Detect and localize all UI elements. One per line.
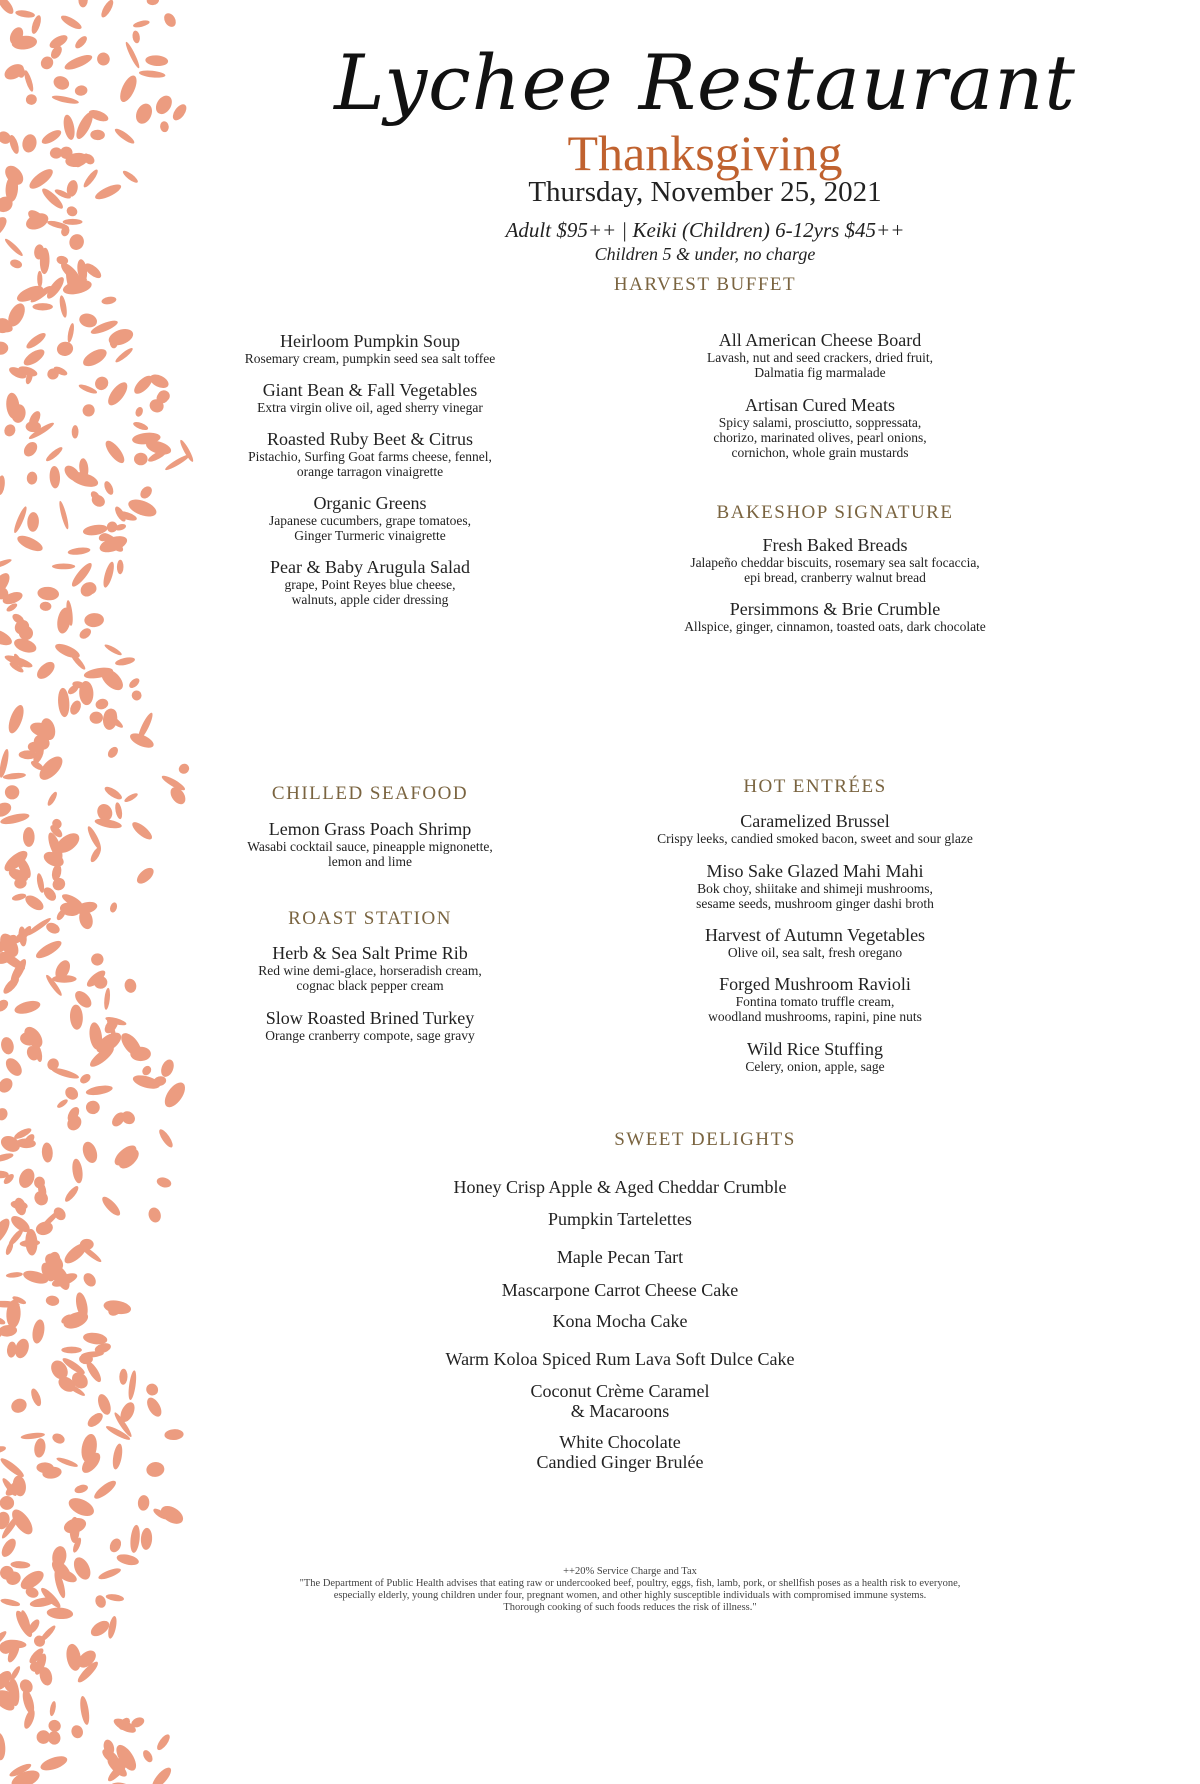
restaurant-title: Lychee Restaurant bbox=[334, 38, 1076, 127]
item-desc: Spicy salami, prosciutto, soppressata, bbox=[718, 415, 922, 430]
petal-icon bbox=[144, 1381, 161, 1398]
item-desc: Bok choy, shiitake and shimeji mushrooms, bbox=[697, 881, 933, 896]
menu-item bbox=[620, 600, 1050, 634]
petal-icon bbox=[146, 0, 160, 6]
item-name: Persimmons & Brie Crumble bbox=[729, 599, 941, 619]
petal-icon bbox=[127, 676, 141, 689]
petal-icon bbox=[81, 1271, 98, 1289]
item-name: Forged Mushroom Ravioli bbox=[719, 974, 911, 994]
dessert-item bbox=[330, 1381, 910, 1421]
petal-icon bbox=[67, 546, 90, 556]
dessert-item: Maple Pecan Tart bbox=[556, 1247, 684, 1267]
petal-icon bbox=[6, 703, 27, 735]
petal-icon bbox=[74, 1483, 89, 1494]
menu-item bbox=[600, 812, 1030, 846]
petal-icon bbox=[86, 825, 104, 851]
petal-icon bbox=[0, 625, 14, 648]
petal-icon bbox=[114, 656, 135, 667]
petal-icon bbox=[80, 1140, 100, 1165]
petal-icon bbox=[0, 1597, 21, 1607]
item-desc: Ginger Turmeric vinaigrette bbox=[294, 528, 446, 543]
petal-icon bbox=[56, 1456, 79, 1469]
petal-icon bbox=[130, 689, 143, 702]
petal-icon bbox=[44, 445, 64, 463]
pricing-note: Children 5 & under, no charge bbox=[594, 244, 816, 264]
item-desc: Fontina tomato truffle cream, bbox=[735, 994, 895, 1009]
section-title-roast-station: ROAST STATION bbox=[288, 908, 452, 929]
petal-icon bbox=[124, 41, 141, 69]
petal-icon bbox=[132, 420, 149, 431]
item-desc: Jalapeño cheddar biscuits, rosemary sea salt focaccia, bbox=[690, 555, 980, 570]
petal-icon bbox=[80, 402, 96, 419]
petal-icon bbox=[74, 85, 88, 97]
petal-icon bbox=[6, 1341, 17, 1358]
dessert-line: Candied Ginger Brulée bbox=[536, 1452, 704, 1472]
petal-icon bbox=[62, 114, 77, 141]
petal-icon bbox=[78, 383, 98, 396]
petal-icon bbox=[141, 1748, 154, 1763]
petal-icon bbox=[33, 303, 53, 310]
menu-item bbox=[200, 820, 540, 869]
petal-icon bbox=[12, 505, 29, 534]
dessert-line: White Chocolate bbox=[559, 1432, 681, 1452]
petal-icon bbox=[21, 346, 47, 368]
health-advisory-line: especially elderly, young children under four, pregnant women, and other highly susceptible individuals with compromised immune systems. bbox=[333, 1590, 927, 1601]
item-name: All American Cheese Board bbox=[718, 330, 922, 350]
petal-icon bbox=[23, 827, 35, 847]
petal-icon bbox=[52, 975, 77, 983]
petal-icon bbox=[93, 1594, 107, 1610]
petal-icon bbox=[49, 1701, 57, 1717]
petal-icon bbox=[63, 1184, 80, 1203]
petal-icon bbox=[65, 205, 79, 219]
petal-icon bbox=[114, 346, 134, 364]
service-charge-note: ++20% Service Charge and Tax bbox=[563, 1566, 697, 1577]
petal-icon bbox=[129, 1524, 141, 1553]
petal-icon bbox=[51, 94, 79, 105]
item-name: Herb & Sea Salt Prime Rib bbox=[272, 943, 468, 963]
petal-icon bbox=[3, 237, 24, 258]
menu-item bbox=[620, 331, 1020, 380]
floral-border-icon bbox=[0, 0, 210, 1784]
petal-icon bbox=[29, 1387, 43, 1407]
petal-icon bbox=[170, 102, 189, 123]
dessert-item: Kona Mocha Cake bbox=[552, 1311, 688, 1331]
petal-icon bbox=[159, 1058, 176, 1079]
petal-icon bbox=[78, 0, 88, 7]
petal-icon bbox=[121, 169, 139, 185]
item-desc: Pistachio, Surfing Goat farms cheese, fennel, bbox=[248, 449, 492, 464]
petal-icon bbox=[164, 1429, 184, 1441]
petal-icon bbox=[24, 330, 48, 350]
petal-icon bbox=[22, 1708, 37, 1730]
petal-icon bbox=[33, 1438, 47, 1459]
petal-icon bbox=[139, 69, 166, 78]
petal-icon bbox=[124, 978, 138, 994]
petal-icon bbox=[58, 295, 68, 318]
petal-icon bbox=[103, 988, 111, 1010]
petal-icon bbox=[0, 1036, 15, 1056]
petal-icon bbox=[0, 1732, 6, 1760]
petal-icon bbox=[130, 819, 155, 842]
petal-icon bbox=[9, 258, 23, 270]
petal-icon bbox=[39, 1753, 69, 1773]
item-desc: Japanese cucumbers, grape tomatoes, bbox=[268, 513, 472, 528]
petal-icon bbox=[0, 1152, 14, 1164]
petal-icon bbox=[144, 1395, 164, 1419]
petal-icon bbox=[37, 586, 60, 601]
petal-icon bbox=[157, 1127, 175, 1149]
item-desc: cognac black pepper cream bbox=[296, 978, 444, 993]
petal-icon bbox=[63, 52, 94, 72]
item-name: Giant Bean & Fall Vegetables bbox=[262, 380, 478, 400]
petal-icon bbox=[90, 952, 105, 967]
petal-icon bbox=[27, 512, 40, 532]
petal-icon bbox=[0, 1456, 26, 1480]
menu-item bbox=[200, 944, 540, 993]
petal-icon bbox=[89, 711, 103, 724]
item-desc: Orange cranberry compote, sage gravy bbox=[265, 1028, 475, 1043]
petal-icon bbox=[47, 1730, 61, 1745]
petal-icon bbox=[32, 1189, 51, 1208]
petal-icon bbox=[67, 232, 85, 252]
petal-icon bbox=[89, 846, 103, 864]
petal-icon bbox=[92, 1478, 119, 1502]
petal-icon bbox=[66, 1494, 97, 1519]
petal-icon bbox=[127, 1370, 138, 1401]
petal-icon bbox=[109, 902, 118, 914]
item-desc: Extra virgin olive oil, aged sherry vinegar bbox=[257, 400, 483, 415]
dessert-item: Mascarpone Carrot Cheese Cake bbox=[501, 1280, 739, 1300]
petal-icon bbox=[64, 1113, 84, 1133]
petal-icon bbox=[10, 1561, 30, 1569]
footer-disclaimer bbox=[200, 1566, 1060, 1614]
petal-icon bbox=[102, 708, 119, 731]
petal-icon bbox=[88, 1618, 112, 1640]
menu-item bbox=[200, 558, 540, 607]
pricing-line: Adult $95++ | Keiki (Children) 6-12yrs $45++ bbox=[505, 218, 905, 242]
petal-icon bbox=[41, 1142, 53, 1163]
item-name: Harvest of Autumn Vegetables bbox=[704, 925, 926, 945]
petal-icon bbox=[80, 346, 109, 370]
petal-icon bbox=[3, 1055, 25, 1079]
dessert-item bbox=[330, 1432, 910, 1472]
petal-icon bbox=[37, 271, 42, 287]
item-name: Caramelized Brussel bbox=[740, 811, 890, 831]
petal-icon bbox=[72, 425, 79, 439]
petal-icon bbox=[140, 1528, 152, 1551]
petal-icon bbox=[164, 453, 191, 472]
dessert-line: Coconut Crème Caramel bbox=[530, 1381, 710, 1401]
petal-icon bbox=[0, 1536, 19, 1559]
petal-icon bbox=[70, 1724, 85, 1740]
item-desc: Rosemary cream, pumpkin seed sea salt toffee bbox=[244, 351, 496, 366]
petal-icon bbox=[66, 323, 75, 343]
petal-icon bbox=[123, 792, 139, 804]
event-date: Thursday, November 25, 2021 bbox=[528, 176, 882, 208]
item-name: Slow Roasted Brined Turkey bbox=[265, 1008, 475, 1028]
petal-icon bbox=[117, 73, 140, 104]
petal-icon bbox=[52, 564, 75, 570]
petal-icon bbox=[90, 129, 105, 140]
petal-icon bbox=[40, 601, 52, 611]
petal-icon bbox=[2, 423, 17, 439]
petal-icon bbox=[21, 133, 39, 154]
petal-icon bbox=[145, 55, 168, 67]
item-desc: Crispy leeks, candied smoked bacon, sweet and sour glaze bbox=[657, 831, 973, 846]
item-desc: Lavash, nut and seed crackers, dried fruit, bbox=[706, 350, 934, 365]
item-desc: woodland mushrooms, rapini, pine nuts bbox=[708, 1009, 922, 1024]
petal-icon bbox=[134, 865, 156, 887]
petal-icon bbox=[11, 892, 27, 902]
petal-icon bbox=[113, 127, 136, 146]
petal-icon bbox=[117, 560, 124, 575]
petal-icon bbox=[133, 101, 155, 126]
petal-icon bbox=[138, 484, 154, 501]
petal-icon bbox=[23, 69, 35, 92]
item-desc: Dalmatia fig marmalade bbox=[754, 365, 886, 380]
item-desc: grape, Point Reyes blue cheese, bbox=[284, 577, 456, 592]
petal-icon bbox=[73, 34, 89, 50]
petal-icon bbox=[51, 74, 71, 92]
item-desc: Red wine demi-glace, horseradish cream, bbox=[258, 963, 482, 978]
item-name: Lemon Grass Poach Shrimp bbox=[268, 819, 472, 839]
petal-icon bbox=[95, 51, 111, 67]
petal-icon bbox=[93, 182, 123, 203]
petal-icon bbox=[99, 0, 115, 19]
petal-icon bbox=[34, 938, 64, 962]
item-name: Roasted Ruby Beet & Citrus bbox=[267, 429, 473, 449]
item-name: Miso Sake Glazed Mahi Mahi bbox=[706, 861, 924, 881]
petal-icon bbox=[96, 1392, 114, 1416]
petal-icon bbox=[5, 785, 19, 799]
dessert-item: Honey Crisp Apple & Aged Cheddar Crumble bbox=[453, 1177, 787, 1197]
petal-icon bbox=[79, 1695, 91, 1725]
petal-icon bbox=[116, 1552, 140, 1567]
petal-icon bbox=[0, 557, 13, 570]
item-desc: walnuts, apple cider dressing bbox=[291, 592, 449, 607]
petal-icon bbox=[160, 121, 170, 133]
petal-icon bbox=[0, 1075, 15, 1095]
petal-icon bbox=[0, 341, 9, 355]
petal-icon bbox=[140, 1064, 153, 1077]
petal-icon bbox=[40, 127, 63, 146]
petal-icon bbox=[0, 1106, 9, 1122]
petal-icon bbox=[0, 1496, 14, 1510]
petal-icon bbox=[59, 13, 83, 31]
petal-icon bbox=[78, 626, 94, 641]
petal-icon bbox=[147, 1206, 163, 1224]
section-title-hot-entrees: HOT ENTRÉES bbox=[743, 776, 887, 797]
item-desc: lemon and lime bbox=[328, 854, 412, 869]
dessert-item: Pumpkin Tartelettes bbox=[548, 1209, 692, 1229]
petal-icon bbox=[50, 1066, 79, 1081]
petal-icon bbox=[62, 1515, 88, 1536]
item-name: Wild Rice Stuffing bbox=[747, 1039, 883, 1059]
menu-item bbox=[600, 926, 1030, 960]
item-desc: Olive oil, sea salt, fresh oregano bbox=[727, 945, 903, 960]
petal-icon bbox=[84, 612, 105, 627]
petal-icon bbox=[119, 1369, 128, 1385]
menu-item bbox=[200, 494, 540, 543]
petal-icon bbox=[34, 1220, 54, 1237]
petal-icon bbox=[130, 1047, 151, 1061]
petal-icon bbox=[78, 1072, 92, 1085]
item-name: Heirloom Pumpkin Soup bbox=[279, 331, 460, 351]
menu-item bbox=[200, 332, 540, 366]
section-title-chilled-seafood: CHILLED SEAFOOD bbox=[271, 783, 469, 804]
petal-icon bbox=[106, 745, 120, 760]
section-title-harvest-buffet: HARVEST BUFFET bbox=[613, 274, 797, 295]
petal-icon bbox=[0, 748, 10, 778]
menu-item bbox=[620, 396, 1020, 460]
petal-icon bbox=[40, 186, 66, 211]
petal-icon bbox=[85, 1410, 105, 1429]
petal-icon bbox=[156, 1176, 173, 1189]
petal-icon bbox=[34, 659, 58, 682]
item-desc: chorizo, marinated olives, pearl onions, bbox=[713, 430, 927, 445]
item-desc: sesame seeds, mushroom ginger dashi broth bbox=[696, 896, 934, 911]
petal-icon bbox=[61, 1240, 89, 1267]
petal-icon bbox=[155, 1732, 172, 1752]
petal-icon bbox=[26, 471, 37, 485]
petal-icon bbox=[102, 438, 127, 466]
petal-icon bbox=[0, 1315, 6, 1326]
menu-item bbox=[600, 1040, 1030, 1074]
item-desc: cornichon, whole grain mustards bbox=[731, 445, 909, 460]
petal-icon bbox=[46, 791, 59, 807]
petal-icon bbox=[0, 1445, 7, 1455]
petal-icon bbox=[111, 1443, 124, 1470]
event-title: Thanksgiving bbox=[567, 125, 843, 181]
dessert-item: Warm Koloa Spiced Rum Lava Soft Dulce Cake bbox=[445, 1349, 795, 1369]
petal-icon bbox=[103, 784, 124, 801]
petal-icon bbox=[97, 1566, 122, 1581]
petal-icon bbox=[153, 93, 175, 117]
item-name: Fresh Baked Breads bbox=[762, 535, 908, 555]
petal-icon bbox=[3, 772, 27, 780]
petal-icon bbox=[9, 1396, 29, 1415]
petal-icon bbox=[105, 1593, 124, 1602]
petal-icon bbox=[69, 1004, 83, 1030]
petal-icon bbox=[63, 219, 83, 225]
petal-icon bbox=[0, 997, 10, 1014]
petal-icon bbox=[56, 340, 74, 357]
petal-icon bbox=[132, 30, 141, 44]
section-title-sweet-delights: SWEET DELIGHTS bbox=[614, 1129, 796, 1150]
petal-icon bbox=[15, 533, 45, 555]
petal-icon bbox=[109, 1780, 139, 1784]
petal-icon bbox=[85, 1100, 100, 1115]
section-title-bakeshop: BAKESHOP SIGNATURE bbox=[716, 502, 954, 523]
petal-icon bbox=[46, 1607, 73, 1620]
petal-icon bbox=[0, 0, 16, 16]
menu-item bbox=[620, 536, 1050, 585]
petal-icon bbox=[21, 439, 40, 459]
petal-icon bbox=[101, 296, 117, 306]
item-desc: Celery, onion, apple, sage bbox=[745, 1059, 885, 1074]
menu-item bbox=[600, 975, 1030, 1024]
petal-icon bbox=[68, 699, 83, 717]
item-desc: epi bread, cranberry walnut bread bbox=[744, 570, 926, 585]
item-desc: Allspice, ginger, cinnamon, toasted oats, dark chocolate bbox=[684, 619, 986, 634]
petal-icon bbox=[177, 762, 191, 776]
petal-icon bbox=[6, 1271, 23, 1278]
petal-icon bbox=[0, 475, 6, 496]
petal-icon bbox=[49, 466, 61, 489]
petal-icon bbox=[134, 453, 148, 466]
petal-icon bbox=[27, 166, 56, 192]
petal-icon bbox=[82, 168, 100, 189]
petal-icon bbox=[161, 1079, 189, 1111]
dessert-line: & Macaroons bbox=[570, 1401, 670, 1421]
health-advisory-line: Thorough cooking of such foods reduces the risk of illness." bbox=[503, 1602, 757, 1613]
petal-icon bbox=[25, 93, 38, 106]
menu-item bbox=[600, 862, 1030, 911]
menu-item bbox=[200, 1009, 540, 1043]
petal-icon bbox=[51, 1432, 67, 1446]
item-name: Organic Greens bbox=[313, 493, 427, 513]
petal-icon bbox=[13, 1196, 29, 1216]
item-desc: Wasabi cocktail sauce, pineapple mignonette, bbox=[247, 839, 493, 854]
petal-icon bbox=[78, 312, 99, 330]
item-name: Artisan Cured Meats bbox=[745, 395, 895, 415]
menu-item bbox=[200, 430, 540, 479]
petal-icon bbox=[56, 1098, 69, 1110]
petal-icon bbox=[162, 11, 178, 29]
petal-icon bbox=[102, 480, 115, 496]
petal-icon bbox=[149, 1765, 174, 1784]
petal-icon bbox=[94, 697, 109, 711]
item-name: Pear & Baby Arugula Salad bbox=[270, 557, 470, 577]
petal-icon bbox=[100, 1194, 123, 1218]
petal-icon bbox=[114, 802, 123, 820]
petal-icon bbox=[31, 1318, 46, 1344]
health-advisory-line: "The Department of Public Health advises that eating raw or undercooked beef, poultry, eggs, fish, lamb, pork, or shellfish poses as a health risk to everyone, bbox=[299, 1578, 961, 1589]
petal-icon bbox=[101, 561, 116, 589]
petal-icon bbox=[145, 1461, 165, 1478]
petal-icon bbox=[13, 998, 42, 1016]
petal-icon bbox=[132, 19, 150, 29]
petal-icon bbox=[23, 892, 46, 913]
petal-icon bbox=[105, 379, 131, 408]
petal-icon bbox=[61, 1347, 82, 1354]
petal-icon bbox=[15, 9, 36, 19]
petal-icon bbox=[71, 1158, 84, 1184]
petal-icon bbox=[134, 406, 144, 418]
petal-icon bbox=[108, 1537, 124, 1555]
petal-icon bbox=[45, 1295, 60, 1307]
petal-icon bbox=[58, 500, 70, 530]
menu-item bbox=[200, 381, 540, 415]
petal-icon bbox=[103, 643, 122, 657]
petal-icon bbox=[85, 1084, 113, 1097]
item-desc: orange tarragon vinaigrette bbox=[296, 464, 444, 479]
petal-icon bbox=[16, 1166, 37, 1190]
petal-icon bbox=[137, 1495, 149, 1511]
